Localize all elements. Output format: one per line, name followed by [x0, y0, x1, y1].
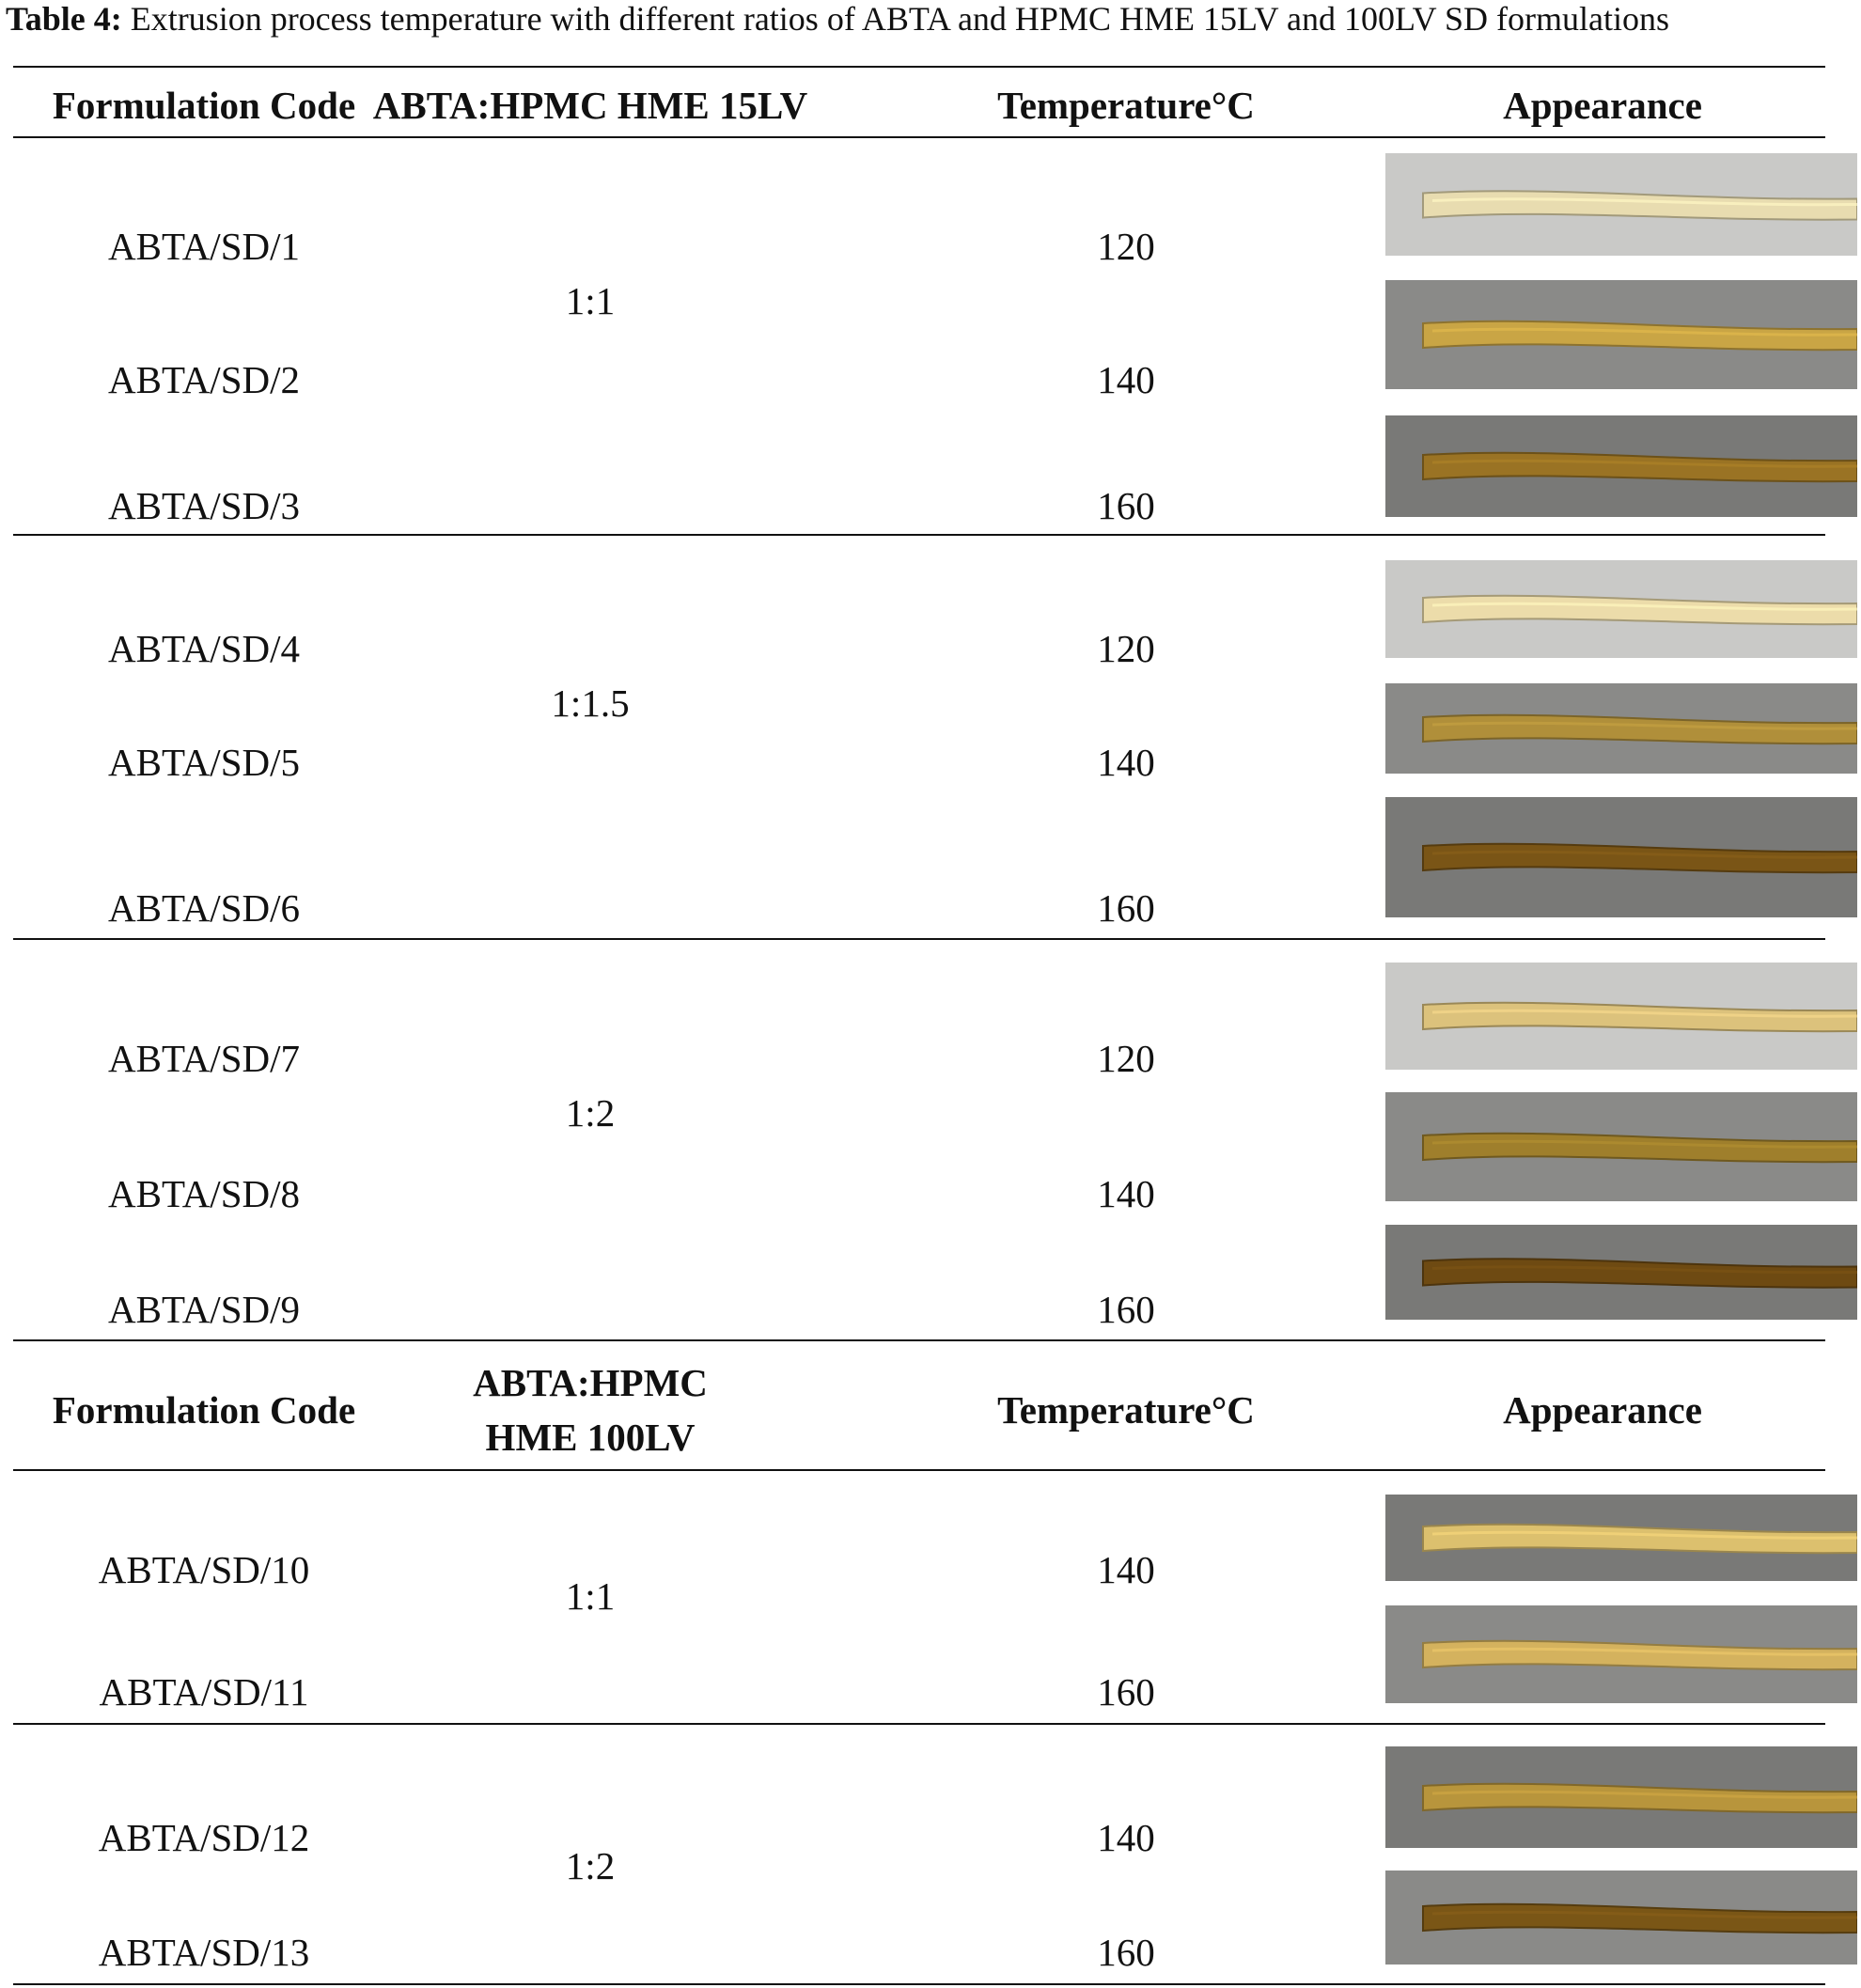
extrudate-photo	[1385, 963, 1857, 1070]
extrudate-photo	[1385, 1495, 1857, 1581]
group-divider-rule	[13, 1723, 1825, 1725]
header-formulation-code: Formulation Code	[52, 84, 356, 127]
group-divider-rule	[13, 1983, 1825, 1985]
formulation-code-cell: ABTA/SD/5	[107, 741, 301, 784]
header-appearance: Appearance	[1503, 1388, 1702, 1432]
formulation-code-cell: ABTA/SD/3	[107, 484, 301, 527]
formulation-code-cell: ABTA/SD/11	[99, 1670, 309, 1714]
extrudate-photo	[1385, 1225, 1857, 1320]
formulation-code-cell: ABTA/SD/2	[107, 358, 301, 401]
formulation-code-cell: ABTA/SD/10	[98, 1548, 310, 1591]
formulation-code-cell: ABTA/SD/12	[98, 1816, 310, 1859]
group-divider-rule	[13, 534, 1825, 536]
caption-label: Table 4:	[6, 0, 122, 38]
ratio-cell: 1:2	[565, 1844, 616, 1887]
temperature-cell: 160	[1097, 1670, 1155, 1714]
extrudate-photo	[1385, 797, 1857, 917]
caption-text: Extrusion process temperature with different ratios of ABTA and HPMC HME 15LV and 100LV SD formulations	[130, 0, 1669, 38]
extrudate-photo	[1385, 153, 1857, 256]
formulation-code-cell: ABTA/SD/7	[107, 1037, 301, 1080]
table-caption	[6, 0, 1669, 38]
header-appearance: Appearance	[1503, 84, 1702, 127]
header-ratio: ABTA:HPMC HME 15LV	[372, 84, 808, 127]
extrudate-photo	[1385, 1092, 1857, 1201]
extrudate-photo	[1385, 560, 1857, 658]
temperature-cell: 120	[1097, 627, 1155, 670]
temperature-cell: 160	[1097, 484, 1155, 527]
ratio-cell: 1:1	[565, 279, 616, 322]
extrudate-photo	[1385, 1746, 1857, 1848]
ratio-cell: 1:1.5	[551, 681, 630, 725]
table-top-rule	[13, 66, 1825, 68]
temperature-cell: 160	[1097, 886, 1155, 930]
temperature-cell: 140	[1097, 1548, 1155, 1591]
formulation-code-cell: ABTA/SD/6	[107, 886, 301, 930]
temperature-cell: 140	[1097, 1172, 1155, 1215]
header-ratio: ABTA:HPMC HME 100LV	[473, 1361, 708, 1459]
ratio-cell: 1:2	[565, 1091, 616, 1135]
ratio-cell: 1:1	[565, 1574, 616, 1618]
group-divider-rule	[13, 938, 1825, 940]
temperature-cell: 140	[1097, 358, 1155, 401]
formulation-code-cell: ABTA/SD/4	[107, 627, 301, 670]
formulation-code-cell: ABTA/SD/13	[98, 1931, 310, 1974]
temperature-cell: 120	[1097, 1037, 1155, 1080]
temperature-cell: 160	[1097, 1288, 1155, 1331]
header-bottom-rule	[13, 1469, 1825, 1471]
formulation-code-cell: ABTA/SD/1	[107, 225, 301, 268]
temperature-cell: 160	[1097, 1931, 1155, 1974]
group-divider-rule	[13, 1339, 1825, 1341]
temperature-cell: 140	[1097, 741, 1155, 784]
extrudate-photo	[1385, 1871, 1857, 1965]
formulation-code-cell: ABTA/SD/9	[107, 1288, 301, 1331]
extrudate-photo	[1385, 683, 1857, 774]
header-bottom-rule	[13, 136, 1825, 138]
formulation-code-cell: ABTA/SD/8	[107, 1172, 301, 1215]
extrudate-photo	[1385, 1605, 1857, 1703]
header-formulation-code: Formulation Code	[52, 1388, 356, 1432]
extrudate-photo	[1385, 415, 1857, 517]
header-temperature: Temperature°C	[997, 1388, 1255, 1432]
header-temperature: Temperature°C	[997, 84, 1255, 127]
temperature-cell: 120	[1097, 225, 1155, 268]
temperature-cell: 140	[1097, 1816, 1155, 1859]
extrudate-photo	[1385, 280, 1857, 389]
